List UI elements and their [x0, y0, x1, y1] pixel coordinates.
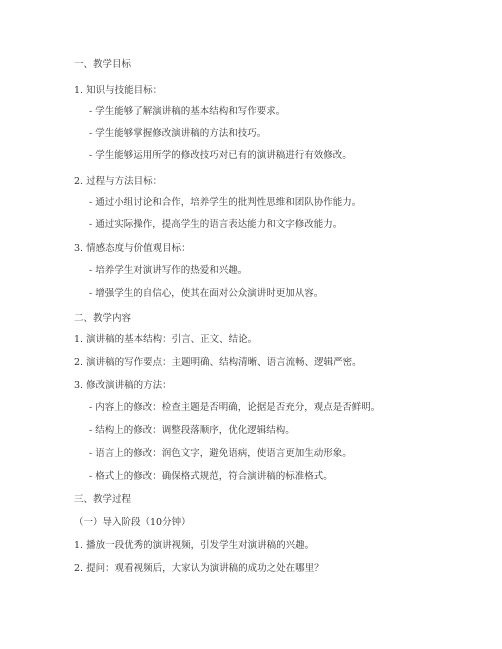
numbered-item: 3. 修改演讲稿的方法： [74, 380, 172, 391]
bullet-item: - 学生能够运用所学的修改技巧对已有的演讲稿进行有效修改。 [89, 150, 352, 161]
bullet-item: - 内容上的修改：检查主题是否明确，论据是否充分，观点是否鲜明。 [89, 402, 381, 413]
numbered-item: 1. 知识与技能目标： [74, 85, 163, 96]
bullet-item: - 通过小组讨论和合作，培养学生的批判性思维和团队协作能力。 [89, 197, 362, 208]
bullet-item: - 培养学生对演讲写作的热爱和兴趣。 [89, 265, 248, 276]
section-heading-teaching-goals: 一、教学目标 [74, 59, 132, 70]
numbered-item: 2. 过程与方法目标： [74, 176, 163, 187]
numbered-item: 1. 播放一段优秀的演讲视频，引发学生对演讲稿的兴趣。 [74, 540, 315, 551]
bullet-item: - 格式上的修改：确保格式规范，符合演讲稿的标准格式。 [89, 471, 333, 482]
numbered-item: 2. 演讲稿的写作要点：主题明确、结构清晰、语言流畅、逻辑严密。 [74, 357, 362, 368]
section-heading-teaching-content: 二、教学内容 [74, 313, 132, 324]
numbered-item: 2. 提问：观看视频后，大家认为演讲稿的成功之处在哪里？ [74, 563, 324, 574]
bullet-item: - 学生能够了解演讲稿的基本结构和写作要求。 [89, 106, 286, 117]
bullet-item: - 结构上的修改：调整段落顺序，优化逻辑结构。 [89, 425, 295, 436]
numbered-item: 1. 演讲稿的基本结构：引言、正文、结论。 [74, 334, 258, 345]
bullet-item: - 通过实际操作，提高学生的语言表达能力和文字修改能力。 [89, 219, 343, 230]
section-heading-teaching-process: 三、教学过程 [74, 494, 132, 505]
bullet-item: - 学生能够掌握修改演讲稿的方法和技巧。 [89, 128, 267, 139]
bullet-item: - 语言上的修改：润色文字，避免语病，使语言更加生动形象。 [89, 448, 352, 459]
bullet-item: - 增强学生的自信心，使其在面对公众演讲时更加从容。 [89, 288, 324, 299]
subsection-heading-intro: （一）导入阶段（10分钟） [74, 517, 191, 528]
numbered-item: 3. 情感态度与价值观目标： [74, 243, 191, 254]
